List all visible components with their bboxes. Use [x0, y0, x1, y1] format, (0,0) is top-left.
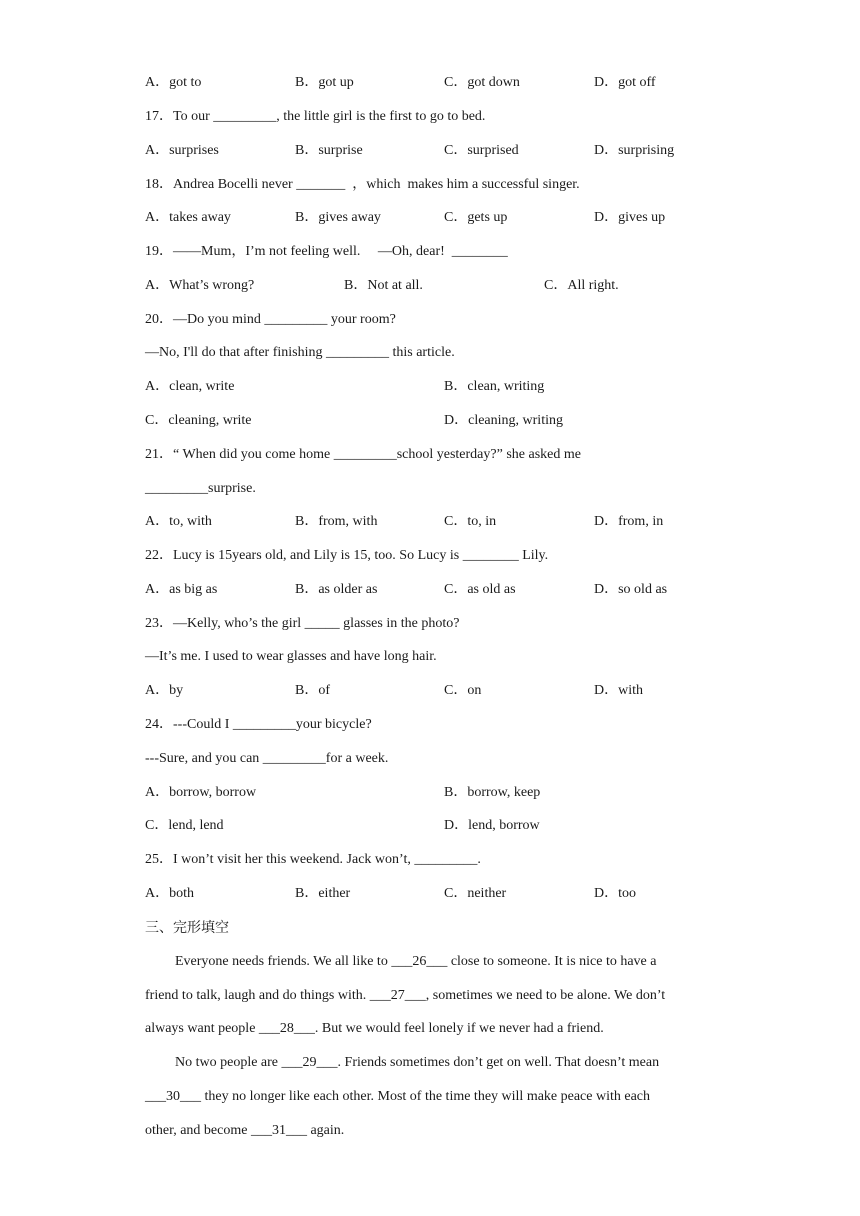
blank-30: ___30___ [145, 1089, 201, 1104]
q25-option-b: B．either [295, 886, 351, 901]
q24-option-b: B．borrow, keep [444, 785, 541, 800]
q16-option-d: D．got off [594, 75, 656, 90]
blank-27: ___27___ [369, 988, 426, 1003]
passage-line: other, and become ___31___ again. [145, 1123, 345, 1138]
passage-line: Everyone needs friends. We all like to ___26___ close to someone. It is nice to have a [175, 954, 657, 969]
q24-option-d: D．lend, borrow [444, 818, 540, 833]
q20-stem-2: —No, I'll do that after finishing _________ this article. [145, 345, 455, 360]
q24-stem: 24．---Could I _________your bicycle? [145, 717, 372, 732]
section-title-cloze: 三、完形填空 [145, 920, 229, 936]
q24-option-c: C．lend, lend [145, 818, 224, 833]
q21-stem: 21．“ When did you come home _________school yesterday?” she asked me [145, 447, 581, 462]
q23-option-b: B．of [295, 683, 330, 698]
q23-option-c: C．on [444, 683, 482, 698]
passage-line: friend to talk, laugh and do things with. ___27___, sometimes we need to be alone. We don’t [145, 988, 666, 1003]
q21-option-c: C．to, in [444, 514, 497, 529]
q20-option-a: A．clean, write [145, 379, 235, 394]
q19-stem: 19．——Mum，I’m not feeling well. —Oh, dear! ________ [145, 244, 508, 259]
blank-28: ___28___ [258, 1021, 315, 1036]
q23-stem: 23．—Kelly, who’s the girl _____ glasses in the photo? [145, 616, 460, 631]
q21-option-d: D．from, in [594, 514, 664, 529]
q25-option-d: D．too [594, 886, 636, 901]
q20-option-c: C．cleaning, write [145, 413, 252, 428]
q19-option-b: B．Not at all. [344, 278, 423, 293]
q18-stem: 18．Andrea Bocelli never _______ ，which makes him a successful singer. [145, 177, 580, 192]
q25-stem: 25．I won’t visit her this weekend. Jack won’t, _________. [145, 852, 481, 867]
q24-option-a: A．borrow, borrow [145, 785, 257, 800]
q21-option-b: B．from, with [295, 514, 378, 529]
q22-option-c: C．as old as [444, 582, 516, 597]
q24-stem-2: ---Sure, and you can _________for a week. [145, 751, 389, 766]
q22-option-a: A．as big as [145, 582, 218, 597]
q16-option-c: C．got down [444, 75, 520, 90]
q19-option-c: C．All right. [544, 278, 619, 293]
q18-option-a: A．takes away [145, 210, 231, 225]
q21-option-a: A．to, with [145, 514, 212, 529]
blank-26: ___26___ [391, 954, 448, 969]
q23-stem-2: —It’s me. I used to wear glasses and have long hair. [145, 649, 437, 664]
q18-option-b: B．gives away [295, 210, 381, 225]
q16-option-b: B．got up [295, 75, 354, 90]
q17-option-a: A．surprises [145, 143, 219, 158]
q20-option-d: D．cleaning, writing [444, 413, 563, 428]
q21-stem-2: _________surprise. [145, 481, 256, 496]
q17-option-c: C．surprised [444, 143, 519, 158]
passage-line: always want people ___28___. But we would feel lonely if we never had a friend. [145, 1021, 604, 1036]
q18-option-c: C．gets up [444, 210, 508, 225]
passage-line: ___30___ they no longer like each other. Most of the time they will make peace with each [145, 1089, 651, 1104]
q22-stem: 22．Lucy is 15years old, and Lily is 15, too. So Lucy is ________ Lily. [145, 548, 549, 563]
passage-line: No two people are ___29___. Friends sometimes don’t get on well. That doesn’t mean [175, 1055, 660, 1070]
q23-option-a: A．by [145, 683, 184, 698]
blank-31: ___31___ [250, 1123, 307, 1138]
q25-option-a: A．both [145, 886, 194, 901]
q18-option-d: D．gives up [594, 210, 666, 225]
q23-option-d: D．with [594, 683, 643, 698]
blank-29: ___29___ [281, 1055, 338, 1070]
q20-option-b: B．clean, writing [444, 379, 545, 394]
q22-option-d: D．so old as [594, 582, 668, 597]
q22-option-b: B．as older as [295, 582, 378, 597]
q20-stem: 20．—Do you mind _________ your room? [145, 312, 396, 327]
q17-stem: 17．To our _________, the little girl is the first to go to bed. [145, 109, 486, 124]
q19-option-a: A．What’s wrong? [145, 278, 255, 293]
q25-option-c: C．neither [444, 886, 507, 901]
q17-option-d: D．surprising [594, 143, 675, 158]
q17-option-b: B．surprise [295, 143, 363, 158]
q16-option-a: A．got to [145, 75, 202, 90]
